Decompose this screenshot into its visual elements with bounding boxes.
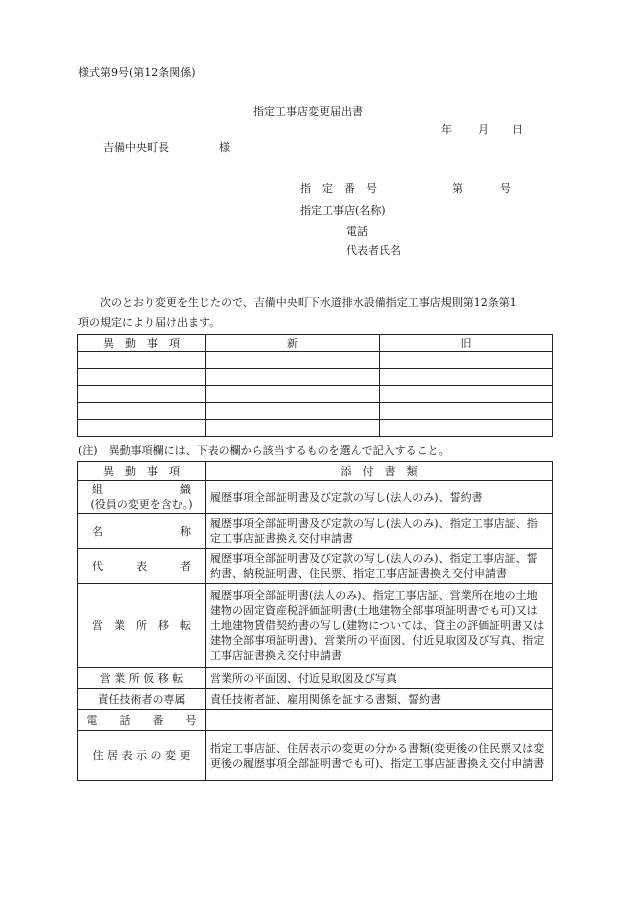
item-representative: 代 表 者 bbox=[78, 549, 206, 584]
item-organization-line1: 組 織 bbox=[92, 483, 191, 496]
header-new: 新 bbox=[206, 335, 380, 352]
docs-temp-relocation: 営業所の平面図、付近見取図及び写真 bbox=[206, 668, 553, 689]
new-value-cell[interactable] bbox=[206, 352, 380, 369]
change-item-cell[interactable] bbox=[78, 403, 206, 420]
phone-label: 電話 bbox=[346, 225, 368, 238]
table-row bbox=[78, 584, 553, 668]
date-month: 月 bbox=[478, 123, 489, 136]
date-day: 日 bbox=[512, 123, 523, 136]
addressee-honorific: 様 bbox=[219, 141, 230, 154]
change-item-cell[interactable] bbox=[78, 420, 206, 437]
designation-label: 指 定 番 号 bbox=[300, 182, 377, 195]
item-office-relocation: 営 業 所 移 転 bbox=[78, 584, 206, 668]
page-title: 指定工事店変更届出書 bbox=[253, 105, 363, 118]
item-organization-line2: (役員の変更を含む。) bbox=[90, 498, 193, 511]
new-value-cell[interactable] bbox=[206, 369, 380, 386]
table-row bbox=[78, 369, 553, 386]
date-year: 年 bbox=[441, 123, 452, 136]
change-item-cell[interactable] bbox=[78, 352, 206, 369]
new-value-cell[interactable] bbox=[206, 420, 380, 437]
docs-organization: 履歴事項全部証明書及び定款の写し(法人のみ)、誓約書 bbox=[206, 481, 553, 514]
header-change-item: 異 動 事 項 bbox=[78, 462, 206, 481]
item-temp-relocation: 営 業 所 仮 移 転 bbox=[78, 668, 206, 689]
form-number: 様式第9号(第12条関係) bbox=[78, 66, 196, 79]
table-row bbox=[78, 352, 553, 369]
change-table bbox=[77, 334, 553, 437]
item-address-change: 住 居 表 示 の 変 更 bbox=[78, 731, 206, 781]
docs-engineer-exclusive: 責任技術者証、雇用関係を証する書類、誓約書 bbox=[206, 689, 553, 710]
item-phone-number: 電 話 番 号 bbox=[78, 710, 206, 731]
note-text: (注) 異動事項欄には、下表の欄から該当するものを選んで記入すること。 bbox=[78, 444, 450, 457]
old-value-cell[interactable] bbox=[380, 403, 553, 420]
docs-phone-number bbox=[206, 710, 553, 731]
item-name: 名 称 bbox=[78, 514, 206, 549]
table-row bbox=[78, 514, 553, 549]
table-row bbox=[78, 668, 553, 689]
old-value-cell[interactable] bbox=[380, 386, 553, 403]
table-row bbox=[78, 689, 553, 710]
table-row bbox=[78, 403, 553, 420]
designation-suffix: 号 bbox=[500, 182, 511, 195]
header-old: 旧 bbox=[380, 335, 553, 352]
change-item-cell[interactable] bbox=[78, 386, 206, 403]
header-change-item: 異 動 事 項 bbox=[78, 335, 206, 352]
item-organization bbox=[78, 481, 206, 514]
docs-name: 履歴事項全部証明書及び定款の写し(法人のみ)、指定工事店証、指定工事店証書換え交付申請書 bbox=[206, 514, 553, 549]
change-table-header bbox=[78, 335, 553, 352]
item-engineer-exclusive: 責任技術者の専属 bbox=[78, 689, 206, 710]
designation-prefix: 第 bbox=[452, 182, 463, 195]
docs-office-relocation: 履歴事項全部証明書(法人のみ)、指定工事店証、営業所在地の土地建物の固定資産税評価証明書(土地建物全部事項証明書でも可)又は土地建物賃借契約書の写し(建物については、貸主の評価証明書又は建物全部事項証明書)、営業所の平面図、付近見取図及び写真、指定工事店証書換え交付申請書 bbox=[206, 584, 553, 668]
reference-table bbox=[77, 461, 553, 781]
reference-table-header bbox=[78, 462, 553, 481]
addressee-name: 吉備中央町長 bbox=[103, 141, 169, 154]
body-text-line1: 次のとおり変更を生じたので、吉備中央町下水道排水設備指定工事店規則第12条第1 bbox=[100, 296, 517, 309]
old-value-cell[interactable] bbox=[380, 420, 553, 437]
old-value-cell[interactable] bbox=[380, 369, 553, 386]
table-row bbox=[78, 481, 553, 514]
table-row bbox=[78, 386, 553, 403]
old-value-cell[interactable] bbox=[380, 352, 553, 369]
docs-representative: 履歴事項全部証明書及び定款の写し(法人のみ)、指定工事店証、誓約書、納税証明書、住民票、指定工事店証書換え交付申請書 bbox=[206, 549, 553, 584]
new-value-cell[interactable] bbox=[206, 386, 380, 403]
header-attachments: 添 付 書 類 bbox=[206, 462, 553, 481]
change-item-cell[interactable] bbox=[78, 369, 206, 386]
table-row bbox=[78, 710, 553, 731]
store-name-label: 指定工事店(名称) bbox=[300, 204, 386, 217]
table-row bbox=[78, 731, 553, 781]
body-text-line2: 項の規定により届け出ます。 bbox=[78, 316, 221, 329]
new-value-cell[interactable] bbox=[206, 403, 380, 420]
table-row bbox=[78, 420, 553, 437]
representative-label: 代表者氏名 bbox=[346, 244, 401, 257]
table-row bbox=[78, 549, 553, 584]
docs-address-change: 指定工事店証、住居表示の変更の分かる書類(変更後の住民票又は変更後の履歴事項全部証明書でも可)、指定工事店証書換え交付申請書 bbox=[206, 731, 553, 781]
